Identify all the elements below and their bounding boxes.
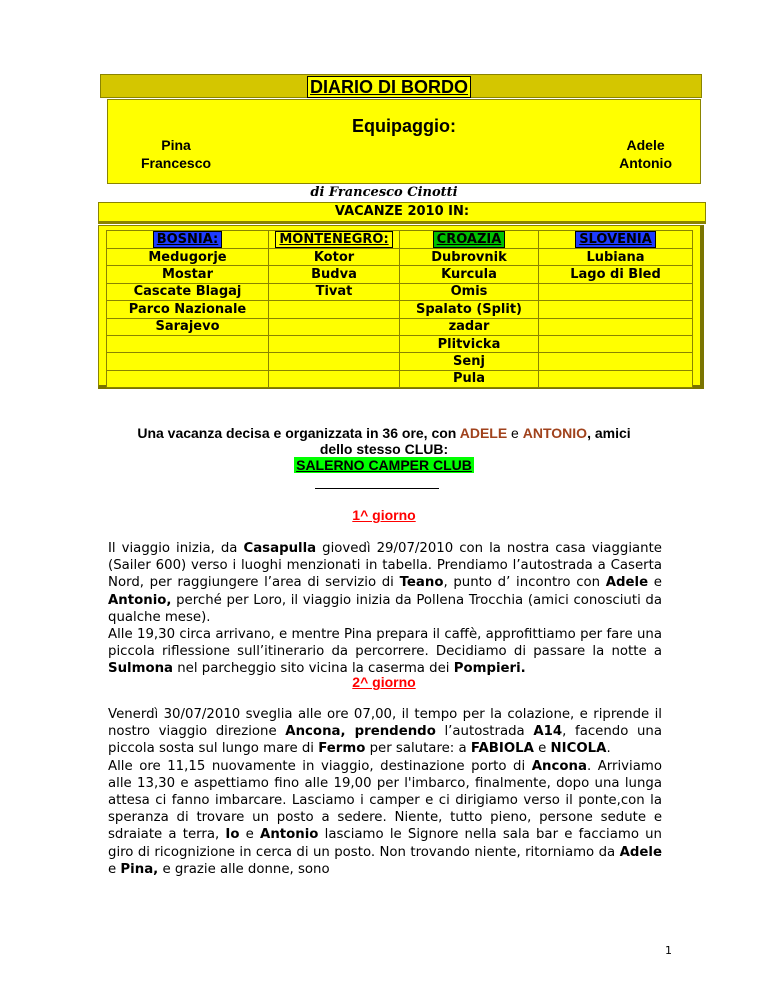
header-cell xyxy=(269,231,400,249)
document-title: DIARIO DI BORDO xyxy=(307,76,471,98)
table-cell xyxy=(539,318,693,335)
table-row xyxy=(107,301,693,318)
paragraph xyxy=(108,706,662,758)
crew-member: Pina xyxy=(161,137,191,153)
table-cell: Medugorje xyxy=(107,249,269,266)
bold-text: Antonio, xyxy=(108,592,172,608)
author-line: di Francesco Cinotti xyxy=(310,185,458,200)
intro-line-1 xyxy=(100,425,668,441)
title-bar xyxy=(100,74,702,98)
text-run: nel parcheggio sito vicina la caserma dei xyxy=(173,661,454,677)
text-run: . xyxy=(606,741,611,757)
bold-text: Fermo xyxy=(318,741,366,757)
table-header-row xyxy=(107,231,693,249)
bold-text: Adele xyxy=(605,575,649,591)
table-row xyxy=(107,283,693,300)
table-cell: Pula xyxy=(400,370,539,387)
table-row xyxy=(107,249,693,266)
bold-text: Adele xyxy=(619,844,662,860)
text-run: perché per Loro, il viaggio inizia da Pollena Trocchia (amici conosciuti da qualche mese). xyxy=(108,592,662,625)
table-cell: zadar xyxy=(400,318,539,335)
table-cell xyxy=(539,353,693,370)
divider xyxy=(315,488,439,489)
header-cell xyxy=(539,231,693,249)
table-cell xyxy=(269,318,400,335)
table-row xyxy=(107,353,693,370)
intro-text xyxy=(100,425,668,473)
text-run: lasciamo le Signore nella sala bar e facciamo un giro di ricognizione in cerca di un posto. Non trovando niente, ritorniamo da xyxy=(108,827,662,860)
table-cell xyxy=(107,370,269,387)
name-antonio: ANTONIO xyxy=(522,425,588,441)
name-adele: ADELE xyxy=(459,425,508,441)
day1-text xyxy=(108,540,662,678)
page-number: 1 xyxy=(665,944,672,957)
bold-text: Pina, xyxy=(120,861,159,877)
crew-member: Adele xyxy=(626,137,665,153)
table-cell xyxy=(269,301,400,318)
table-cell xyxy=(539,335,693,352)
table-row xyxy=(107,266,693,283)
crew-member: Antonio xyxy=(619,155,672,171)
intro-text-part: , amici xyxy=(587,425,631,441)
text-run: . Arriviamo alle 13,30 e aspettiamo fino alle 19,00 per l'imbarco, finalmente, dopo una lunga attesa ci fanno imbarcare. Lasciamo i camper e ci dirigiamo verso il ponte,con la speranza di trovare un posto a sedere. Niente, tutto pieno, persone sedute e sdraiate a terra, xyxy=(108,758,662,843)
table-cell: Senj xyxy=(400,353,539,370)
table-cell xyxy=(539,301,693,318)
text-run: e grazie alle donne, sono xyxy=(158,861,330,877)
table-cell: Sarajevo xyxy=(107,318,269,335)
table-cell: Dubrovnik xyxy=(400,249,539,266)
table-cell xyxy=(269,335,400,352)
paragraph xyxy=(108,758,662,878)
header-bosnia: BOSNIA: xyxy=(153,231,223,248)
crew-left xyxy=(141,136,211,172)
text-run: Il viaggio inizia, da xyxy=(108,541,244,556)
table-body xyxy=(107,249,693,388)
table-cell: Lago di Bled xyxy=(539,266,693,283)
header-cell xyxy=(107,231,269,249)
crew-right xyxy=(619,136,672,172)
paragraph xyxy=(108,540,662,626)
bold-text: Casapulla xyxy=(243,541,317,556)
bold-text: FABIOLA xyxy=(470,741,534,757)
day2-text xyxy=(108,706,662,878)
table-cell: Mostar xyxy=(107,266,269,283)
table-cell xyxy=(539,370,693,387)
intro-line-2: dello stesso CLUB: xyxy=(319,441,449,457)
bold-text: Teano xyxy=(399,575,444,591)
text-run: e xyxy=(648,575,662,591)
text-run: Venerdì 30/07/2010 sveglia alle ore 07,00, il tempo per la colazione, e riprende il nostro viaggio direzione xyxy=(108,707,662,740)
bold-text: Io xyxy=(225,827,240,843)
table-cell xyxy=(107,335,269,352)
table-cell: Spalato (Split) xyxy=(400,301,539,318)
countries-table xyxy=(106,230,693,388)
text-run: per salutare: a xyxy=(365,741,471,757)
table-cell: Budva xyxy=(269,266,400,283)
table-row xyxy=(107,318,693,335)
bold-text: Ancona xyxy=(531,758,587,774)
text-run: e xyxy=(533,741,551,757)
bold-text: A14 xyxy=(533,724,563,740)
table-cell: Omis xyxy=(400,283,539,300)
header-cell xyxy=(400,231,539,249)
vacation-label: VACANZE 2010 IN: xyxy=(98,202,706,224)
countries-table-box xyxy=(98,225,704,389)
bold-text: Ancona, prendendo xyxy=(285,724,436,740)
table-cell: Kurcula xyxy=(400,266,539,283)
bold-text: NICOLA xyxy=(550,741,607,757)
table-cell: Tivat xyxy=(269,283,400,300)
day2-heading: 2^ giorno xyxy=(352,674,416,690)
bold-text: Sulmona xyxy=(108,661,174,677)
crew-box xyxy=(107,99,701,184)
text-run: Alle ore 11,15 nuovamente in viaggio, destinazione porto di xyxy=(108,758,532,774)
text-run: , punto d’ incontro con xyxy=(443,575,606,591)
table-row xyxy=(107,335,693,352)
bold-text: Pompieri. xyxy=(453,661,526,677)
club-line xyxy=(100,457,668,473)
text-run: giovedì 29/07/2010 con la nostra casa viaggiante (Sailer 600) verso i luoghi menzionati in tabella. Prendiamo l’autostrada a Caserta Nord, per raggiungere l’area di servizio di xyxy=(108,541,662,591)
header-croazia: CROAZIA xyxy=(433,231,506,248)
table-cell: Parco Nazionale xyxy=(107,301,269,318)
intro-conjunction: e xyxy=(507,425,523,441)
text-run: , facendo una piccola sosta sul lungo mare di xyxy=(108,724,662,757)
table-row xyxy=(107,370,693,387)
club-name: SALERNO CAMPER CLUB xyxy=(296,457,472,473)
text-run: e xyxy=(239,827,261,843)
header-slovenia: SLOVENIA xyxy=(575,231,656,248)
table-cell xyxy=(107,353,269,370)
paragraph xyxy=(108,626,662,678)
header-montenegro: MONTENEGRO: xyxy=(275,231,392,248)
table-cell xyxy=(539,283,693,300)
text-run: e xyxy=(108,861,121,877)
table-cell: Plitvicka xyxy=(400,335,539,352)
crew-member: Francesco xyxy=(141,155,212,171)
bold-text: Antonio xyxy=(260,827,319,843)
table-cell: Kotor xyxy=(269,249,400,266)
intro-text-part: Una vacanza decisa e organizzata in 36 ore, con xyxy=(137,425,460,441)
text-run: l’autostrada xyxy=(435,724,534,740)
table-cell xyxy=(269,353,400,370)
text-run: Alle 19,30 circa arrivano, e mentre Pina prepara il caffè, approfittiamo per fare una piccola riflessione sull’itinerario da percorrere. Decidiamo di passare la notte a xyxy=(108,627,662,660)
table-cell: Lubiana xyxy=(539,249,693,266)
table-cell xyxy=(269,370,400,387)
day1-heading: 1^ giorno xyxy=(352,507,416,523)
table-cell: Cascate Blagaj xyxy=(107,283,269,300)
crew-title: Equipaggio: xyxy=(352,116,456,136)
